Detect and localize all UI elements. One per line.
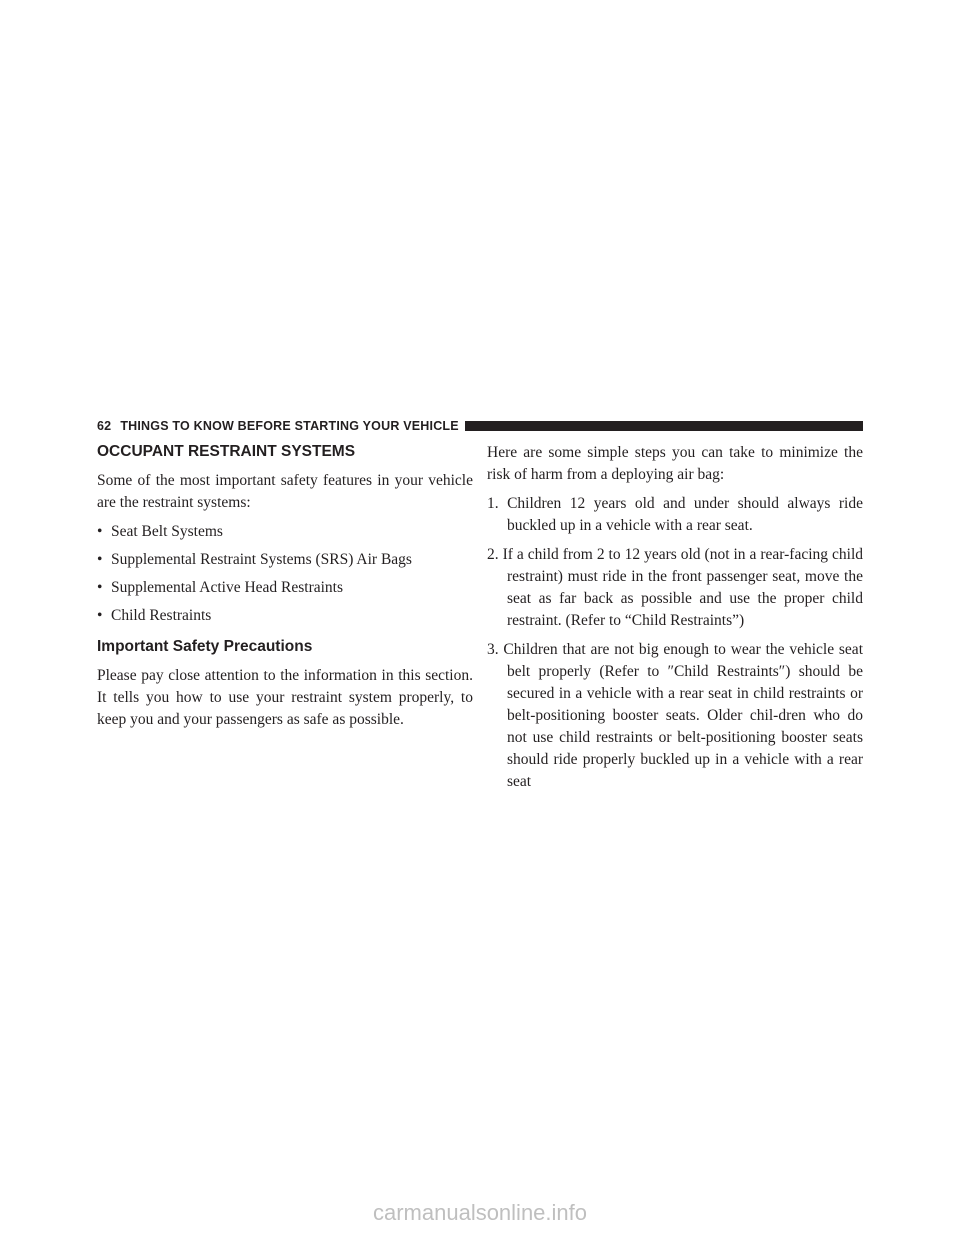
left-column (97, 442, 473, 731)
page-number: 62 (97, 419, 112, 433)
section-heading: OCCUPANT RESTRAINT SYSTEMS (97, 443, 356, 460)
step-item: 2. If a child from 2 to 12 years old (not in a rear-facing child restraint) must ride in the front passenger seat, move the seat as far back as possible and use the proper child restraint. (Refer to “Child Restraints”) (487, 546, 863, 629)
list-item (97, 549, 473, 571)
list-item-text: Supplemental Restraint Systems (SRS) Air Bags (111, 551, 412, 568)
precautions-paragraph: Please pay close attention to the information in this section. It tells you how to use your restraint system properly, to keep you and your passengers as safe as possible. (97, 667, 473, 728)
subsection-heading: Important Safety Precautions (97, 638, 313, 655)
right-column (487, 442, 863, 800)
header-rule (465, 421, 863, 431)
bullet-icon: • (97, 523, 103, 540)
list-item-text: Supplemental Active Head Restraints (111, 579, 344, 596)
list-item-text: Child Restraints (111, 607, 212, 624)
watermark: carmanualsonline.info (372, 1200, 588, 1225)
restraint-list (97, 521, 473, 627)
list-item (97, 577, 473, 599)
page-header (97, 418, 863, 434)
step-item: 3. Children that are not big enough to wear the vehicle seat belt properly (Refer to ″Child Restraints″) should be secured in a vehicle with a rear seat in child restraints or belt-positioning booster seats. Older chil-dren who do not use child restraints or belt-positioning booster seats should ride properly buckled up in a vehicle with a rear seat (487, 641, 863, 790)
list-item (97, 605, 473, 627)
section-title: THINGS TO KNOW BEFORE STARTING YOUR VEHICLE (120, 419, 459, 433)
steps-list (487, 493, 863, 793)
intro-paragraph: Some of the most important safety features in your vehicle are the restraint systems: (97, 472, 473, 511)
steps-intro-paragraph: Here are some simple steps you can take to minimize the risk of harm from a deploying air bag: (487, 444, 863, 483)
list-item-text: Seat Belt Systems (111, 523, 223, 540)
bullet-icon: • (97, 579, 103, 596)
list-item (97, 521, 473, 543)
step-item: 1. Children 12 years old and under should always ride buckled up in a vehicle with a rear seat. (487, 495, 863, 534)
bullet-icon: • (97, 607, 103, 624)
bullet-icon: • (97, 551, 103, 568)
